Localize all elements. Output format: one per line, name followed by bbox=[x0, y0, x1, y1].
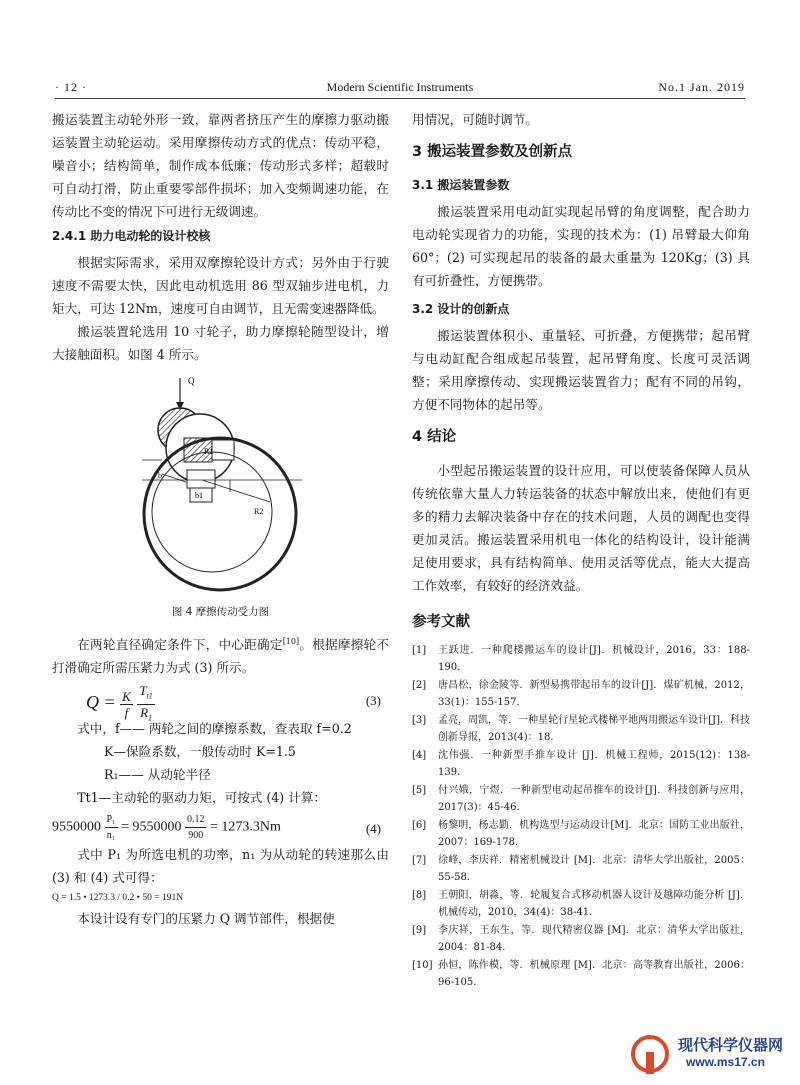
page-number: · 12 · bbox=[55, 80, 87, 94]
reference-text: 王朝阳，胡淼，等．轮履复合式移动机器人设计及越障功能分析 [J]．机械传动，2010，34(4)：38-41． bbox=[438, 890, 750, 918]
paragraph: 搬运装置体积小、重量轻、可折叠，方便携带；起吊臂与电动缸配合组成起吊装置，起吊臂角度、长度可灵活调整；采用摩擦传动、实现搬运装置省力；配有不同的吊钩，方便不同物体的起吊等。 bbox=[412, 328, 750, 412]
reference-number: [8] bbox=[412, 890, 427, 901]
paragraph: 式中 P₁ 为所选电机的功率，n₁ 为从动轮的转速那么由 (3) 和 (4) 式可得： bbox=[52, 847, 389, 886]
reference-number: [3] bbox=[412, 715, 427, 726]
subscript: 1 bbox=[148, 713, 153, 723]
references-heading: 参考文献 bbox=[412, 614, 470, 630]
logo-url: www.ms17.cn bbox=[686, 1055, 765, 1069]
numerator: K bbox=[122, 688, 131, 704]
reference-number: [6] bbox=[412, 820, 427, 831]
definition: 式中，f—— 两轮之间的摩擦系数，查表取 f=0.2 bbox=[77, 721, 352, 737]
label-b: b bbox=[158, 471, 162, 480]
reference-number: [4] bbox=[412, 750, 427, 761]
reference-text: 王跃进．一种爬楼搬运车的设计[J]．机械设计，2016，33：188-190． bbox=[438, 645, 750, 673]
label-r2: R2 bbox=[254, 507, 264, 516]
equation-body bbox=[52, 812, 281, 843]
section-heading-2-4-1: 2.4.1 助力电动轮的设计校核 bbox=[52, 229, 211, 243]
reference-item bbox=[412, 817, 750, 851]
paragraph bbox=[52, 630, 389, 679]
numerator: P₁ bbox=[105, 812, 118, 828]
denominator: 900 bbox=[188, 830, 204, 842]
label-r1: R1 bbox=[204, 447, 214, 456]
section-heading-3-2: 3.2 设计的创新点 bbox=[412, 302, 510, 316]
denominator: f bbox=[124, 704, 129, 720]
denominator: n₁ bbox=[106, 830, 116, 842]
section-heading-3-1: 3.1 搬运装置参数 bbox=[412, 178, 510, 192]
definition: Tt1—主动轮的驱动力矩，可按式 (4) 计算： bbox=[77, 790, 327, 806]
symbol: T bbox=[139, 683, 147, 699]
reference-text: 付兴娥，宁煜．一种新型电动起吊推车的设计[J]．科技创新与应用，2017(3)：45-46． bbox=[438, 785, 750, 813]
reference-text: 唐昌松，徐金陵等．新型易携带起吊车的设计[J]．煤矿机械，2012，33(1)：155-157． bbox=[438, 680, 750, 708]
issue-info: No.1 Jan. 2019 bbox=[658, 80, 745, 94]
paragraph: 用情况，可随时调节。 bbox=[412, 112, 538, 127]
paragraph: 本设计设有专门的压紧力 Q 调节部件，根据使 bbox=[77, 911, 335, 927]
section-heading-4: 4 结论 bbox=[412, 429, 457, 445]
paragraph: 根据实际需求，采用双摩擦轮设计方式；另外由于行驶速度不需要太快，因此电动机选用 86 型双轴步进电机，力矩大，可达 12Nm，速度可自由调节，且无需变速器降低。 bbox=[52, 255, 389, 316]
reference-item bbox=[412, 747, 750, 781]
friction-drive-diagram bbox=[142, 374, 312, 596]
subscript: t1 bbox=[146, 691, 153, 701]
eq-lhs: Q = bbox=[86, 692, 116, 713]
reference-text: 徐峰，李庆祥．精密机械设计 [M]．北京：清华大学出版社，2005：55-58． bbox=[438, 855, 750, 883]
right-column bbox=[412, 108, 750, 992]
reference-item bbox=[412, 922, 750, 956]
reference-item bbox=[412, 712, 750, 746]
equation-number: (4) bbox=[365, 821, 381, 837]
reference-number: [10] bbox=[412, 960, 433, 971]
numerator: 0.12 bbox=[185, 812, 207, 828]
reference-number: [1] bbox=[412, 645, 427, 656]
equation-5: Q = 1.5 • 1273.3 / 0.2 • 50 = 191N bbox=[52, 893, 184, 904]
reference-number: [7] bbox=[412, 855, 427, 866]
reference-number: [9] bbox=[412, 925, 427, 936]
reference-list bbox=[412, 642, 750, 991]
logo-name: 现代科学仪器网 bbox=[678, 1036, 784, 1054]
text-run: 。根据摩擦轮不打滑确定所需压紧力为式 (3) 所示。 bbox=[52, 637, 390, 676]
fraction bbox=[105, 812, 118, 843]
symbol: R bbox=[140, 704, 149, 720]
eq-term: = 1273.3Nm bbox=[209, 819, 281, 835]
paragraph: 搬运装置轮选用 10 寸轮子，助力摩擦轮随型设计，增大接触面积。如图 4 所示。 bbox=[52, 324, 389, 362]
reference-text: 孟亮，周凯，等．一种星轮行星轮式楼梯平地两用搬运车设计[J]．科技创新导报，2013(4)：18． bbox=[438, 715, 750, 743]
running-header bbox=[55, 78, 745, 99]
equation-3 bbox=[52, 679, 389, 723]
citation: [10] bbox=[282, 637, 300, 646]
reference-item bbox=[412, 887, 750, 921]
reference-item bbox=[412, 782, 750, 816]
numerator bbox=[137, 683, 154, 705]
paragraph: 搬运装置采用电动缸实现起吊臂的角度调整，配合助力电动轮实现省力的功能，实现的技术为：(1) 吊臂最大仰角 60°；(2) 可实现起吊的装备的最大重量为 120Kg；(3) 具有可折叠性，方便携带。 bbox=[412, 204, 750, 288]
reference-item bbox=[412, 677, 750, 711]
equation-number: (3) bbox=[365, 693, 381, 709]
reference-item bbox=[412, 957, 750, 991]
journal-name: Modern Scientific Instruments bbox=[326, 80, 474, 94]
definition: R₁—— 从动轮半径 bbox=[104, 767, 211, 783]
reference-item bbox=[412, 642, 750, 676]
left-column bbox=[52, 108, 389, 930]
eq-term: = 9550000 bbox=[121, 819, 182, 835]
reference-text: 孙恒，陈作模，等．机械原理 [M]．北京：高等教育出版社，2006：96-105． bbox=[438, 960, 750, 988]
denominator bbox=[137, 705, 154, 726]
equation-body bbox=[86, 683, 155, 725]
reference-number: [2] bbox=[412, 680, 427, 691]
text-run: 在两轮直径确定条件下，中心距确定 bbox=[77, 637, 283, 653]
figure-4 bbox=[52, 374, 389, 599]
reference-text: 沈伟强．一种新型手推车设计 [J]．机械工程师，2015(12)：138-139． bbox=[438, 750, 750, 778]
section-heading-3: 3 搬运装置参数及创新点 bbox=[412, 144, 573, 160]
definition: K—保险系数，一般传动时 K=1.5 bbox=[104, 744, 296, 760]
eq-term: 9550000 bbox=[52, 819, 101, 835]
reference-text: 杨黎明，杨志勤．机构选型与运动设计[M]．北京：国防工业出版社，2007：169-178． bbox=[438, 820, 750, 848]
fraction bbox=[137, 683, 154, 725]
fraction bbox=[185, 812, 207, 843]
paragraph: 搬运装置主动轮外形一致，靠两者挤压产生的摩擦力驱动搬运装置主动轮运动。采用摩擦传动方式的优点：传动平稳，噪音小；结构简单，制作成本低廉；传动形式多样；超载时可自动打滑，防止重要零部件损坏；加入变频调速功能，在传动比不变的情况下可进行无级调速。 bbox=[52, 112, 389, 219]
paragraph: 小型起吊搬运装置的设计应用，可以使装备保障人员从传统依靠大量人力转运装备的状态中解放出来，使他们有更多的精力去解决装备中存在的技术问题，人员的调配也变得更加灵活。搬运装置采用机电一体化的结构设计，设计能满足使用要求，具有结构简单、使用灵活等优点，能大大提高工作效率，有较好的经济效益。 bbox=[412, 463, 750, 593]
bolt-logo-icon bbox=[628, 1032, 672, 1076]
label-q: Q bbox=[188, 376, 195, 386]
figure-caption: 图 4 摩擦传动受力图 bbox=[171, 606, 270, 618]
equation-4 bbox=[52, 809, 389, 843]
reference-number: [5] bbox=[412, 785, 427, 796]
reference-text: 李庆祥，王东生，等．现代精密仪器 [M]．北京：清华大学出版社，2004：81-84． bbox=[438, 925, 750, 953]
label-b1: b1 bbox=[195, 491, 203, 500]
fraction bbox=[120, 689, 133, 720]
reference-item bbox=[412, 852, 750, 886]
site-watermark-logo bbox=[628, 1030, 788, 1076]
